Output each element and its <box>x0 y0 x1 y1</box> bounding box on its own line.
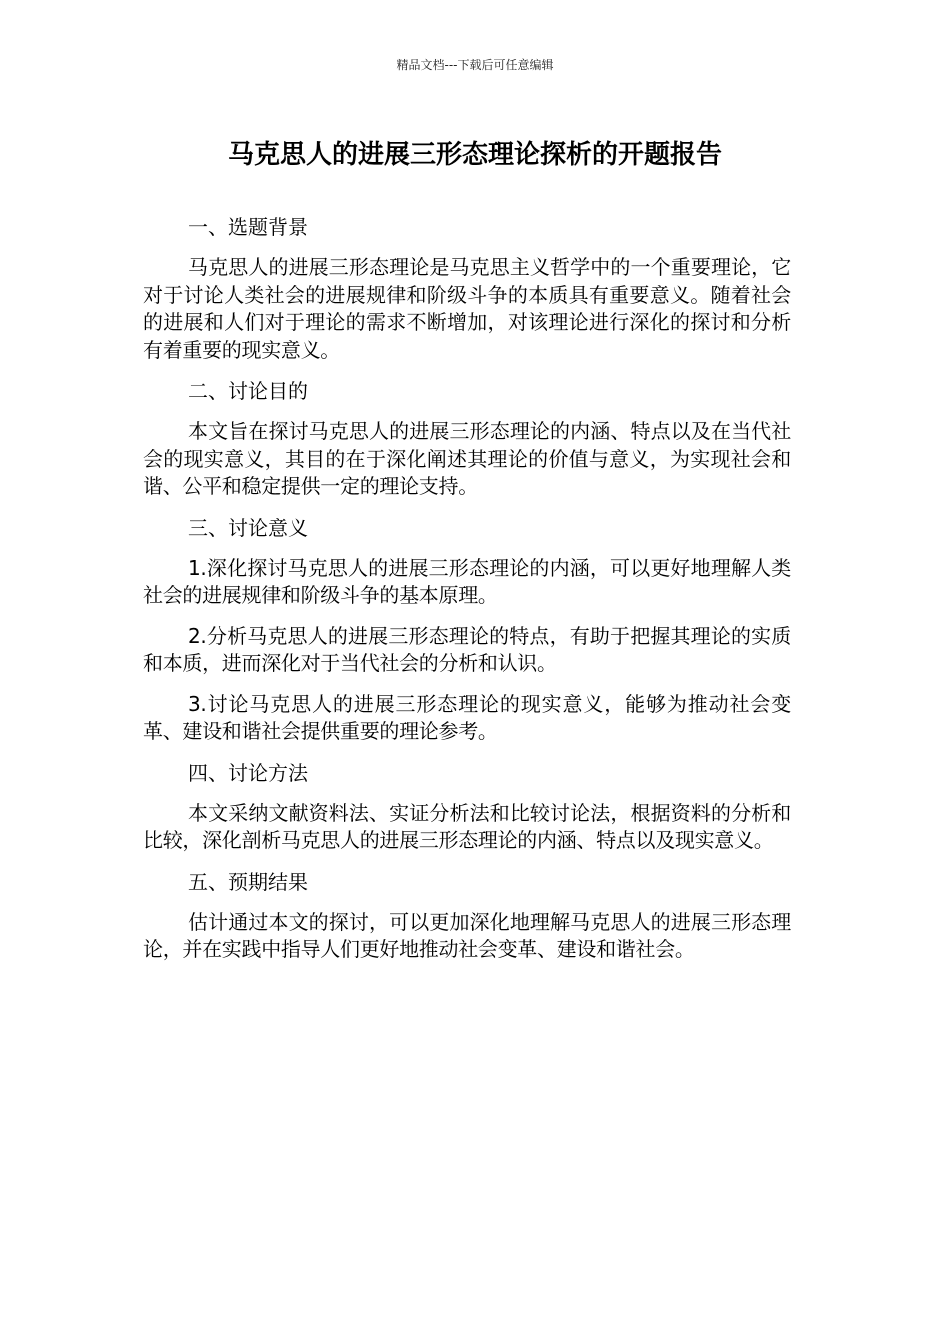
body-paragraph: 1.深化探讨马克思人的进展三形态理论的内涵，可以更好地理解人类社会的进展规律和阶级斗争的基本原理。 <box>143 555 791 607</box>
section-significance <box>143 514 791 746</box>
section-heading: 二、讨论目的 <box>188 379 308 403</box>
section-heading: 三、讨论意义 <box>188 515 308 540</box>
document-body <box>143 213 791 977</box>
section-heading: 五、预期结果 <box>188 869 308 894</box>
body-paragraph: 2.分析马克思人的进展三形态理论的特点，有助于把握其理论的实质和本质，进而深化对于当代社会的分析和认识。 <box>143 623 791 675</box>
body-paragraph: 估计通过本文的探讨，可以更加深化地理解马克思人的进展三形态理论，并在实践中指导人们更好地推动社会变革、建设和谐社会。 <box>143 909 791 961</box>
section-heading: 一、选题背景 <box>188 215 308 239</box>
body-paragraph: 本文旨在探讨马克思人的进展三形态理论的内涵、特点以及在当代社会的现实意义，其目的在于深化阐述其理论的价值与意义，为实现社会和谐、公平和稳定提供一定的理论支持。 <box>143 419 791 498</box>
body-paragraph: 马克思人的进展三形态理论是马克思主义哲学中的一个重要理论，它对于讨论人类社会的进展规律和阶级斗争的本质具有重要意义。随着社会的进展和人们对于理论的需求不断增加，对该理论进行深化的探讨和分析有着重要的现实意义。 <box>143 255 791 362</box>
section-expected-results <box>143 868 791 964</box>
document-title: 马克思人的进展三形态理论探析的开题报告 <box>227 140 722 170</box>
section-purpose <box>143 377 791 501</box>
body-paragraph: 3.讨论马克思人的进展三形态理论的现实意义，能够为推动社会变革、建设和谐社会提供重要的理论参考。 <box>143 691 791 743</box>
section-method <box>143 759 791 855</box>
section-background <box>143 213 791 364</box>
header-note: 精品文档---下载后可任意编辑 <box>396 58 554 72</box>
section-heading: 四、讨论方法 <box>188 760 308 785</box>
body-paragraph: 本文采纳文献资料法、实证分析法和比较讨论法，根据资料的分析和比较，深化剖析马克思人的进展三形态理论的内涵、特点以及现实意义。 <box>143 800 791 852</box>
